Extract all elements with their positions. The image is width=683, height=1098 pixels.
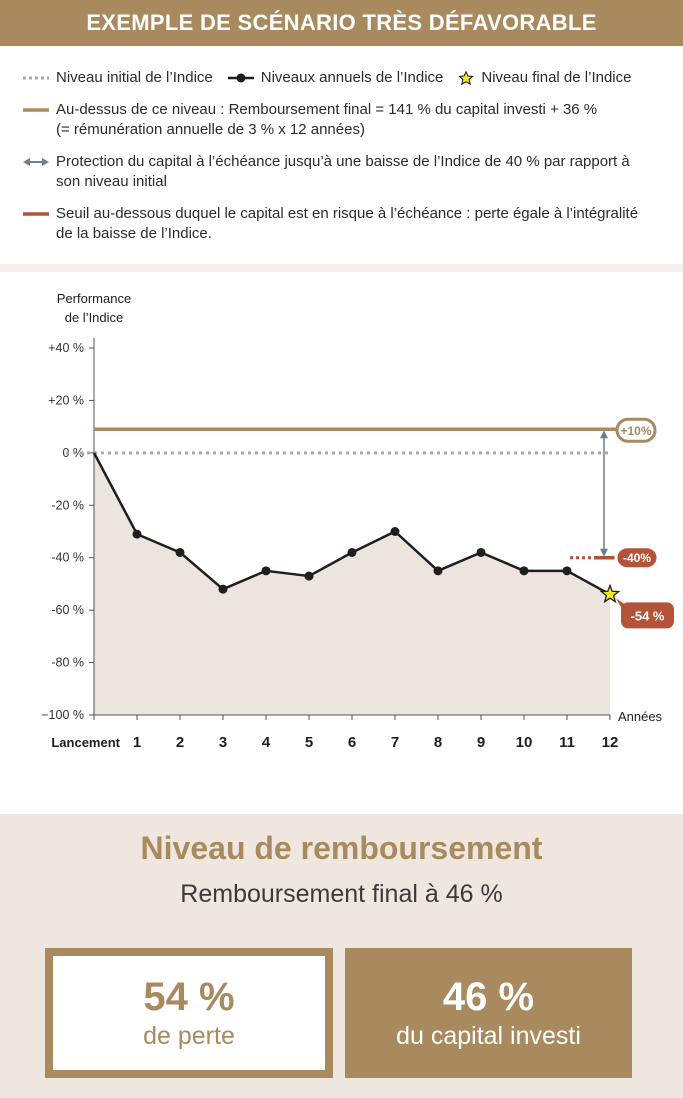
y-tick-label: −100 % <box>41 708 84 722</box>
legend-item-above <box>22 100 662 140</box>
capital-label: du capital investi <box>396 1022 581 1050</box>
y-tick-label: -40 % <box>51 550 84 565</box>
data-point <box>262 566 271 575</box>
x-tick-label: 8 <box>433 734 443 751</box>
legend-item-risk <box>22 204 662 244</box>
capital-value: 46 % <box>442 975 535 1019</box>
final-badge <box>616 598 674 628</box>
data-point <box>305 572 314 581</box>
area-fill <box>94 453 610 715</box>
data-point <box>520 566 529 575</box>
y-tick-label: -60 % <box>51 603 84 618</box>
loss-label: de perte <box>143 1022 235 1050</box>
coupon-badge <box>617 419 655 441</box>
y-tick-label: -80 % <box>51 655 84 670</box>
coupon-badge-label: +10% <box>620 423 652 438</box>
protection-arrow-up <box>600 430 608 438</box>
legend-risk-line2: de la baisse de l’Indice. <box>56 225 212 242</box>
x-tick-label: 10 <box>515 734 533 751</box>
x-tick-label: 4 <box>261 734 271 751</box>
page-title: EXEMPLE DE SCÉNARIO TRÈS DÉFAVORABLE <box>86 10 597 35</box>
legend-protection-line1: Protection du capital à l’échéance jusqu’à une baisse de l’Indice de 40 % par rapport à <box>56 153 630 170</box>
y-tick-label: +40 % <box>48 341 84 355</box>
x-tick-label: 2 <box>175 734 185 751</box>
data-point <box>133 530 142 539</box>
x-axis-label: Années <box>617 709 663 724</box>
y-tick-label: 0 % <box>62 445 84 460</box>
x-tick-label: 5 <box>304 734 314 751</box>
data-point <box>176 548 185 557</box>
y-tick-label: -20 % <box>51 498 84 513</box>
data-point <box>563 566 572 575</box>
x-tick-label: 9 <box>476 734 486 751</box>
y-axis-label-line1: Performance <box>56 291 132 306</box>
chart-area <box>0 272 683 792</box>
result-subtitle: Remboursement final à 46 % <box>180 880 503 908</box>
star-icon <box>457 71 475 85</box>
x-tick-label: Lancement <box>51 735 120 750</box>
legend-final-label: Niveau final de l’Indice <box>481 69 632 86</box>
y-axis-label-line2: de l’Indice <box>64 310 124 325</box>
x-tick-label: 1 <box>132 734 142 751</box>
dotted-line-icon <box>22 71 50 85</box>
capital-box <box>345 948 632 1078</box>
legend-item-protection <box>22 152 662 192</box>
x-tick-label: 7 <box>390 734 400 751</box>
line-chart <box>0 272 683 792</box>
loss-value: 54 % <box>143 975 235 1019</box>
protection-arrow-down <box>600 549 608 557</box>
chart-separator <box>0 264 683 272</box>
data-point <box>391 527 400 536</box>
double-arrow-icon <box>22 155 50 169</box>
capital-badge <box>616 547 658 569</box>
x-tick-label: 6 <box>347 734 357 751</box>
legend-risk-line1: Seuil au-dessous duquel le capital est en risque à l’échéance : perte égale à l’intégralité <box>56 205 639 222</box>
legend-item-annual <box>227 68 444 88</box>
loss-box <box>45 948 333 1078</box>
data-point <box>219 585 228 594</box>
data-point <box>434 566 443 575</box>
legend-item-initial <box>22 68 213 88</box>
x-tick-label: 12 <box>601 734 619 751</box>
legend-above-line1: Au-dessus de ce niveau : Remboursement final = 141 % du capital investi + 36 % <box>56 101 598 118</box>
legend-item-final <box>457 68 631 88</box>
legend-protection-line2: son niveau initial <box>56 173 167 190</box>
y-tick-label: +20 % <box>48 393 84 408</box>
rust-line-icon <box>22 207 50 221</box>
data-point <box>348 548 357 557</box>
result-title: Niveau de remboursement <box>140 830 543 866</box>
final-badge-label: -54 % <box>630 608 665 624</box>
x-tick-label: 11 <box>559 734 575 751</box>
data-point <box>477 548 486 557</box>
x-tick-label: 3 <box>218 734 228 751</box>
legend-annual-label: Niveaux annuels de l’Indice <box>260 69 444 86</box>
legend-above-line2: (= rémunération annuelle de 3 % x 12 années) <box>56 121 365 138</box>
legend-row-1 <box>22 68 645 88</box>
legend-initial-label: Niveau initial de l’Indice <box>56 69 213 86</box>
line-marker-icon <box>227 71 255 85</box>
capital-badge-label: -40% <box>622 551 652 566</box>
gold-line-icon <box>22 103 50 117</box>
header-banner <box>0 0 683 46</box>
